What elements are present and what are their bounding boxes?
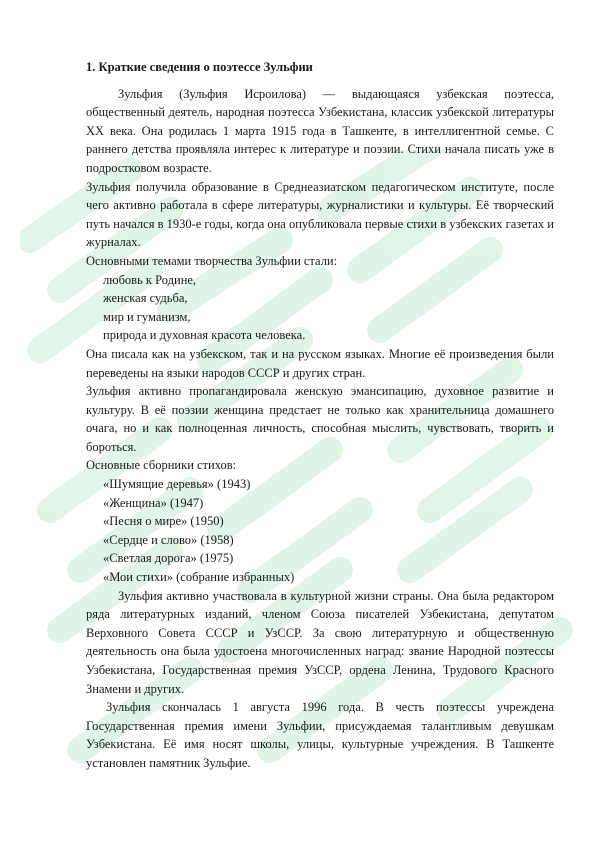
document-body xyxy=(86,58,554,773)
paragraph-activities: Зульфия активно участвовала в культурной жизни страны. Она была редактором ряда литературных изданий, членом Союза писателей Узбекистана, депутатом Верховного Совета СССР и УзССР. За свою литературную и общественную деятельность она была удостоена многочисленных наград: звание Народной поэтессы Узбекистана, Государственная премия УзССР, ордена Ленина, Трудового Красного Знамени и других. xyxy=(86,588,554,696)
paragraph-intro: Зульфия (Зульфия Исроилова) — выдающаяся узбекская поэтесса, общественный деятель, народная поэтесса Узбекистана, классик узбекской литературы XX века. Она родилась 1 марта 1915 года в Ташкенте, в интеллигентной семье. С раннего детства проявляла интерес к литературе и поэзии. Стихи начала писать уже в подростковом возрасте. xyxy=(86,86,554,175)
paragraph-legacy: Зульфия скончалась 1 августа 1996 года. В честь поэтессы учреждена Государственная премия имени Зульфии, присуждаемая талантливым девушкам Узбекистана. Её имя носят школы, улицы, культурные учреждения. В Ташкенте установлен памятник Зульфие. xyxy=(86,700,554,770)
paragraph-emancipation: Зульфия активно пропагандировала женскую эмансипацию, духовное развитие и культуру. В её поэзии женщина предстает не только как хранительница домашнего очага, но и как полноценная личность, способная мыслить, чувствовать, творить и бороться. xyxy=(86,384,554,454)
paragraph-themes-intro: Основными темами творчества Зульфии стали: xyxy=(86,253,338,268)
list-item: женская судьба, xyxy=(103,291,188,306)
list-item: «Сердце и слово» (1958) xyxy=(103,532,234,547)
list-item: «Мои стихи» (собрание избранных) xyxy=(103,570,295,585)
paragraph-languages: Она писала как на узбекском, так и на русском языках. Многие её произведения были переведены на языки народов СССР и других стран. xyxy=(86,346,554,380)
list-item: природа и духовная красота человека. xyxy=(103,328,306,343)
list-item: любовь к Родине, xyxy=(103,272,197,287)
themes-list xyxy=(86,271,554,345)
list-item: мир и гуманизм, xyxy=(103,309,191,324)
list-item: «Песня о мире» (1950) xyxy=(103,514,224,529)
collections-list xyxy=(86,475,554,587)
paragraph-education: Зульфия получила образование в Среднеазиатском педагогическом институте, после чего активно работала в сфере литературы, журналистики и культуры. Её творческий путь начался в 1930-е годы, когда она опубликовала первые стихи в узбекских газетах и журналах. xyxy=(86,179,554,250)
section-heading: 1. Краткие сведения о поэтессе Зульфии xyxy=(86,60,313,74)
paragraph-collections-intro: Основные сборники стихов: xyxy=(86,458,237,473)
list-item: «Шумящие деревья» (1943) xyxy=(103,477,251,492)
list-item: «Светлая дорога» (1975) xyxy=(103,551,234,566)
list-item: «Женщина» (1947) xyxy=(103,495,204,510)
